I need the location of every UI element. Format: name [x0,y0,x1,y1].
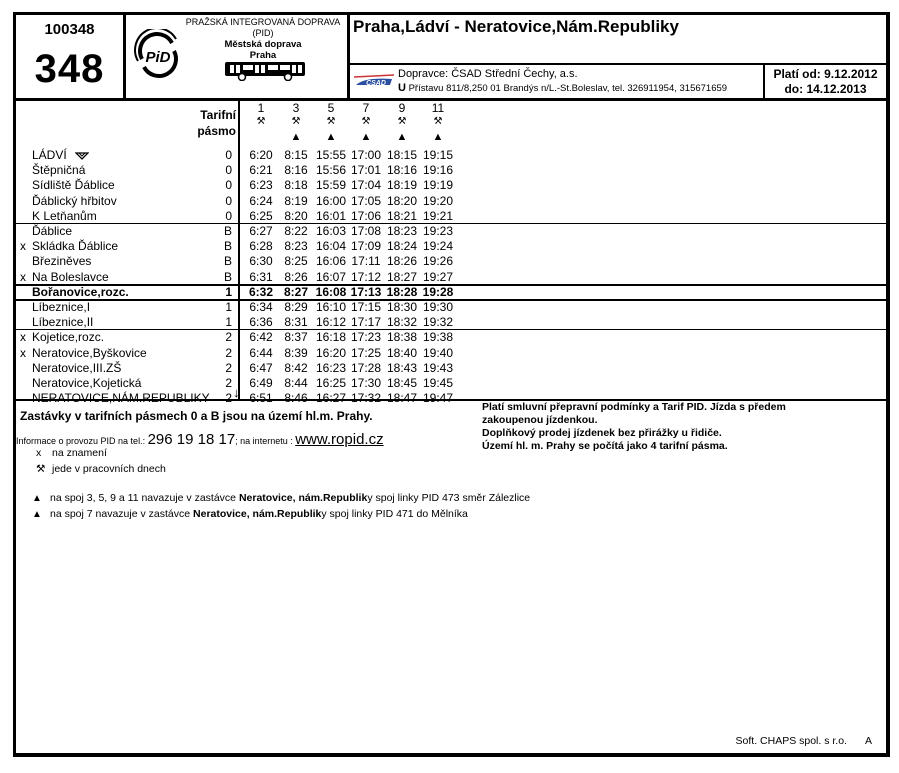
stop-row [16,270,886,285]
connection-triangle-icon: ▲ [432,131,444,143]
departure-time: 18:21 [386,208,418,223]
connection-triangle-icon: ▲ [290,131,302,143]
departure-time: 16:08 [315,284,347,299]
departure-time: 17:30 [350,376,382,390]
address-initial: U [398,82,406,94]
departure-time: 19:24 [422,239,454,254]
request-stop-mark: x [20,239,26,254]
departure-time: 8:27 [283,284,309,299]
departure-time: 18:23 [386,224,418,238]
departure-time: 16:06 [315,254,347,269]
departure-time: 18:40 [386,345,418,360]
departure-time: 17:17 [350,315,382,330]
tariff-zone: 2 [225,330,232,345]
stop-row [16,330,886,345]
departure-time: 17:28 [350,360,382,375]
zone-separator [16,299,886,301]
departure-time: 8:26 [284,269,308,284]
condition-line: Území hl. m. Prahy se počítá jako 4 tarifní pásma. [482,440,728,452]
departure-time: 15:59 [315,178,347,193]
tariff-zone: B [223,224,232,238]
stop-name: Březiněves [32,254,92,269]
departure-time: 18:28 [386,284,418,299]
stop-row [16,361,886,376]
request-stop-icon: x [36,447,42,459]
departure-time: 19:20 [422,193,454,208]
connection-text: na spoj 7 navazuje v zastávce [50,508,194,520]
timetable-frame [13,12,890,757]
departure-time: 17:06 [350,208,382,223]
departure-time: 16:00 [315,193,347,208]
tariff-zone: 1 [225,300,232,314]
connection-note-2 [32,508,468,520]
connection-triangle-icon: ▲ [325,131,337,143]
departure-time: 6:24 [249,193,273,208]
departure-time: 16:27 [315,391,347,406]
info-middle: ; na internetu : [235,436,296,446]
footer [736,735,872,747]
workday-hammers-icon: ⚒ [361,116,371,127]
trip-column-header [278,101,314,145]
departure-time: 6:28 [249,239,273,254]
departure-time: 17:15 [350,300,382,314]
departure-time: 15:56 [315,163,347,178]
departure-time: 18:20 [386,193,418,208]
departure-time: 19:21 [422,208,454,223]
departure-time: 17:00 [350,148,382,162]
departure-time: 17:11 [351,254,381,269]
trip-number: 9 [398,101,406,115]
departure-time: 19:19 [422,178,454,193]
departure-time: 19:30 [422,300,454,314]
departure-time: 6:20 [249,148,273,162]
departure-time: 6:30 [249,254,273,269]
stop-row [16,178,886,193]
departure-time: 19:40 [422,345,454,360]
csad-logo-icon [352,71,396,89]
tariff-zone: 0 [225,178,232,193]
pid-org-name: PRAŽSKÁ INTEGROVANÁ DOPRAVA (PID) [185,17,341,38]
condition-line: Platí smluvní přepravní podmínky a Tarif PID. Jízda s předem [482,401,786,413]
departure-time: 8:39 [284,345,308,360]
connection-triangle-icon: ▲ [32,493,42,504]
info-line [16,431,384,448]
departure-time: 16:07 [315,269,347,284]
departure-time: 19:45 [422,376,454,390]
departure-time: 19:38 [422,330,454,345]
stop-row [16,254,886,269]
tariff-zone: 0 [225,208,232,223]
departure-time: 16:23 [315,360,347,375]
departure-time: 18:45 [386,376,418,390]
departure-time: 16:12 [315,315,347,330]
departure-time: 17:32 [350,391,382,406]
stop-name: Kojetice,rozc. [32,330,105,345]
stop-name: Neratovice,Byškovice [32,345,147,360]
conditions-note [482,401,786,453]
zone-header [176,107,236,139]
trip-number: 11 [431,101,445,115]
stop-row [16,376,886,391]
departure-time: 8:46 [284,391,308,406]
info-phone[interactable]: 296 19 18 17 [147,431,236,448]
pid-text [178,17,348,61]
tariff-zone: B [223,254,232,269]
info-prefix: Informace o provozu PID na tel.: [16,436,148,446]
departure-time: 8:22 [284,224,308,238]
departure-time: 8:42 [284,360,308,375]
svg-text:PiD: PiD [145,49,171,66]
departure-time: 19:15 [422,148,454,162]
connection-triangle-icon: ▲ [32,509,42,520]
stop-name: NERATOVICE,NÁM.REPUBLIKY [32,391,210,406]
trip-column-header [348,101,384,145]
trip-number: 7 [362,101,370,115]
connection-text: y spoj linky PID 471 do Mělníka [321,508,468,520]
tariff-zone: 2 [225,345,232,360]
departure-time: 18:30 [386,300,418,314]
departure-time: 6:42 [249,330,273,345]
line-number: 348 [34,47,105,91]
info-web-link[interactable]: www.ropid.cz [295,431,384,448]
departure-time: 19:23 [422,224,454,238]
departure-time: 6:51 [249,391,273,406]
connection-triangle-icon: ▲ [396,131,408,143]
request-stop-mark: x [20,345,26,360]
workday-hammers-icon: ⚒ [291,116,301,127]
workday-hammers-icon: ⚒ [433,116,443,127]
prague-zones-note: Zastávky v tarifních pásmech 0 a B jsou na území hl.m. Prahy. [20,409,373,423]
request-stop-mark: x [20,269,26,284]
stop-name: Neratovice,Kojetická [32,376,142,390]
departure-time: 8:15 [284,148,308,162]
connection-text: na spoj 3, 5, 9 a 11 navazuje v zastávce [50,492,239,504]
line-number-block [16,15,126,98]
stop-row [16,315,886,330]
departure-time: 18:24 [386,239,418,254]
departure-time: 16:18 [315,330,347,345]
departure-time: 18:16 [386,163,418,178]
zone-separator [16,223,886,224]
bus-icon [224,61,306,81]
line-code: 100348 [44,21,95,38]
departure-time: 16:25 [315,376,347,390]
departure-time: 6:36 [249,315,273,330]
tariff-zone: 1 [225,284,232,299]
tariff-zone: 1 [225,315,232,330]
workday-hammers-icon: ⚒ [397,116,407,127]
stop-row [16,163,886,178]
departure-time: 6:34 [249,300,273,314]
departure-time: 8:29 [284,300,308,314]
departure-time: 19:47 [422,391,454,406]
departure-time: 6:32 [248,284,274,299]
departure-time: 8:16 [284,163,308,178]
departure-time: 6:49 [249,376,273,390]
stop-name: Skládka Ďáblice [32,239,119,254]
departure-time: 16:03 [315,224,347,238]
zone-header-line1: Tarifní [200,108,236,122]
departure-time: 19:43 [422,360,454,375]
departure-time: 16:01 [315,208,347,223]
departure-time: 15:55 [315,148,347,162]
stop-row [16,239,886,254]
departure-time: 16:04 [315,239,347,254]
transport-type: Městská doprava [224,39,302,50]
departure-time: 17:05 [350,193,382,208]
operator-block [350,65,765,98]
departure-time: 8:19 [284,193,308,208]
departure-time: 8:31 [284,315,308,330]
address-text: Přístavu 811/8,250 01 Brandýs n/L.-St.Boleslav, tel. 326911954, 315671659 [405,83,728,94]
workday-hammers-icon: ⚒ [326,116,336,127]
trip-number: 5 [327,101,335,115]
departure-time: 8:25 [284,254,308,269]
legend-text: na znamení [52,447,107,459]
pid-logo-icon [132,29,184,81]
departure-time: 8:23 [284,239,308,254]
departure-time: 17:04 [350,178,382,193]
stop-name: Na Boleslavce [32,269,109,284]
connection-triangle-icon [243,129,279,145]
trip-column-header [313,101,349,145]
departure-time: 18:43 [386,360,418,375]
stop-name: LÁDVÍ [32,148,89,163]
stop-row [16,209,886,224]
timetable [16,101,886,406]
stop-name: Ďáblice [32,224,73,238]
trip-number: 1 [257,101,265,115]
tariff-zone: 2 [225,391,232,406]
departure-time: 19:32 [422,315,454,330]
departure-time: 6:44 [249,345,273,360]
zone-separator [16,284,886,286]
trip-column-header [420,101,456,145]
departure-time: 18:15 [386,148,418,162]
connection-stop: Neratovice, nám.Republik [193,508,322,520]
valid-to: do: 14.12.2013 [784,82,867,96]
departure-time: 18:19 [386,178,418,193]
svg-text:ČSAD: ČSAD [366,80,386,87]
valid-from: Platí od: 9.12.2012 [773,67,878,81]
legend-item-request-stop [36,447,107,459]
route-title: Praha,Ládví - Neratovice,Nám.Republiky [353,17,679,36]
condition-line: zakoupenou jízdenkou. [482,414,598,426]
departure-time: 17:08 [350,224,382,238]
trip-column-header [384,101,420,145]
stop-name: K Letňanům [32,208,97,223]
stop-row [16,194,886,209]
departure-time: 18:47 [386,391,418,406]
city: Praha [249,50,277,61]
tariff-zone: B [223,239,232,254]
connection-triangle-icon: ▲ [360,131,372,143]
operator-name: Dopravce: ČSAD Střední Čechy, a.s. [398,68,578,80]
departure-time: 19:26 [422,254,454,269]
trip-column-header [243,101,279,145]
departure-time: 8:44 [284,376,308,390]
departure-time: 8:20 [284,208,308,223]
metro-icon [75,152,89,160]
legend-item-workdays [36,463,166,475]
departure-time: 17:25 [350,345,382,360]
departure-time: 6:23 [249,178,273,193]
departure-time: 18:38 [386,330,418,345]
tariff-zone: 2 [225,360,232,375]
request-stop-mark: x [20,330,26,345]
stop-name: Sídliště Ďáblice [32,178,115,193]
software-credit: Soft. CHAPS spol. s r.o. [735,735,847,747]
legend-text: jede v pracovních dnech [52,463,166,475]
stop-name: Štěpničná [32,163,86,178]
workday-hammers-icon: ⚒ [36,463,46,475]
stop-row [16,285,886,300]
stop-name: Líbeznice,I [32,300,91,314]
departure-time: 6:27 [249,224,273,238]
tariff-zone: B [223,269,232,284]
stop-row [16,224,886,239]
departure-time: 6:21 [249,163,273,178]
validity-block [765,65,886,100]
departure-time: 19:28 [422,284,454,299]
stop-name: Líbeznice,II [32,315,94,330]
tariff-zone: 0 [225,163,232,178]
operator-address [398,82,727,94]
departure-time: 19:27 [422,269,454,284]
trip-number: 3 [292,101,300,115]
departure-time: 16:20 [315,345,347,360]
stop-name: Ďáblický hřbitov [32,193,117,208]
departure-time: 17:12 [350,269,382,284]
direction-arrow-icon: ↓ [233,385,240,400]
departure-time: 19:16 [422,163,454,178]
departure-time: 17:09 [350,239,382,254]
departure-time: 8:37 [284,330,308,345]
version-mark: A [864,735,872,747]
departure-time: 17:23 [350,330,382,345]
departure-time: 16:10 [315,300,347,314]
zone-separator [16,329,886,330]
route-title-block [350,15,886,65]
departure-time: 6:47 [249,360,273,375]
departure-time: 18:26 [386,254,418,269]
stop-row [16,148,886,163]
stop-name: Neratovice,III.ZŠ [32,360,122,375]
departure-time: 18:32 [386,315,418,330]
departure-time: 8:18 [284,178,308,193]
condition-line: Doplňkový prodej jízdenek bez přirážky u řidiče. [482,427,722,439]
stop-row [16,346,886,361]
departure-time: 6:25 [249,208,273,223]
departure-time: 6:31 [249,269,273,284]
workday-hammers-icon: ⚒ [256,116,266,127]
connection-note-1 [32,492,530,504]
departure-time: 18:27 [386,269,418,284]
departure-time: 17:13 [350,284,382,299]
pid-block [126,15,350,98]
tariff-zone: 0 [225,148,232,162]
stop-row [16,300,886,315]
tariff-zone: 2 [225,376,232,390]
connection-stop: Neratovice, nám.Republik [238,492,368,504]
connection-text: y spoj linky PID 473 směr Zálezlice [367,492,531,504]
zone-header-line2: pásmo [197,124,236,138]
departure-time: 17:01 [350,163,382,178]
stop-name: Bořanovice,rozc. [32,284,129,299]
tariff-zone: 0 [225,193,232,208]
